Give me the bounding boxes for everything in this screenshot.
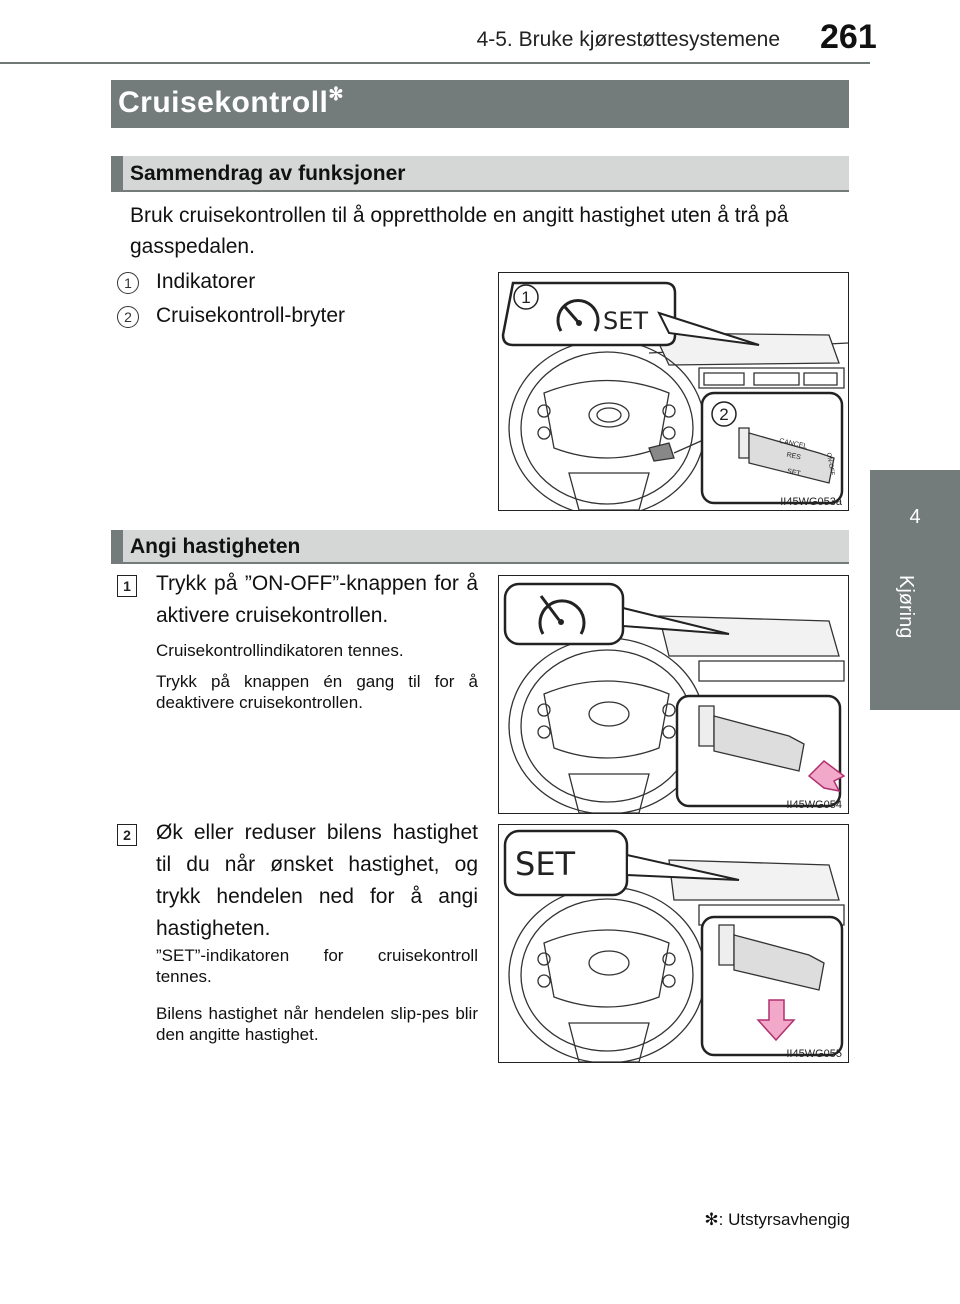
section-heading-set-speed: Angi hastigheten (130, 535, 301, 558)
step-number-badge: 2 (117, 824, 137, 846)
figure-code: II45WG054 (786, 799, 842, 811)
summary-intro: Bruk cruisekontrollen til å opprettholde en angitt hastighet uten å trå på gasspedalen. (130, 204, 789, 258)
figure-set-indicator: SET (515, 845, 576, 883)
page-number: 261 (820, 18, 877, 56)
step-note: ”SET”-indikatoren for cruisekontroll tennes. (156, 946, 478, 986)
chapter-tab-label-box (894, 575, 934, 685)
figure-code: II45WG053a (780, 496, 842, 508)
running-header-section: 4-5. Bruke kjørestøttesystemene (476, 28, 780, 51)
step-text: Trykk på ”ON-OFF”-knappen for å aktivere cruisekontrollen. (156, 572, 478, 627)
item-number-badge: 2 (117, 306, 139, 328)
step-note: Bilens hastighet når hendelen slip-pes blir den angitte hastighet. (156, 1004, 478, 1044)
lever-cancel-label: CANCEL (778, 437, 808, 451)
item-number-badge: 1 (117, 272, 139, 294)
lever-res-label: RES (785, 451, 802, 462)
item-label: Cruisekontroll-bryter (156, 304, 346, 327)
figure-step-1-illustration (499, 576, 848, 813)
lever-onoff-label: ON-OFF (825, 452, 835, 476)
step-note: Cruisekontrollindikatoren tennes. (156, 641, 404, 660)
footnote-text: : Utstyrsavhengig (718, 1210, 850, 1229)
figure-code: II45WG055 (786, 1048, 842, 1060)
figure-callout-number: 1 (521, 288, 531, 307)
section-heading-rule (111, 190, 849, 192)
section-heading-rule (111, 562, 849, 564)
figure-summary-illustration (499, 273, 848, 510)
chapter-tab-label: Kjøring (895, 575, 917, 639)
figure-step-2 (498, 824, 849, 1063)
section-heading-summary: Sammendrag av funksjoner (130, 162, 406, 185)
footnote-marker: ✻ (704, 1210, 719, 1229)
lever-set-label: SET (786, 468, 802, 478)
chapter-tab-number: 4 (909, 506, 921, 528)
header-rule (0, 62, 870, 64)
page-title-text: Cruisekontroll (118, 86, 329, 119)
page-title (118, 86, 344, 120)
figure-set-indicator: SET (603, 307, 649, 335)
figure-step-2-illustration (499, 825, 848, 1062)
step-note: Trykk på knappen én gang til for å deaktivere cruisekontrollen. (156, 672, 478, 712)
item-label: Indikatorer (156, 270, 256, 293)
equipment-marker: ✻ (328, 84, 344, 104)
footnote (640, 1210, 850, 1230)
figure-callout-number: 2 (719, 405, 729, 424)
figure-summary (498, 272, 849, 511)
step-number-badge: 1 (117, 575, 137, 597)
figure-step-1 (498, 575, 849, 814)
step-text: Øk eller reduser bilens hastighet til du når ønsket hastighet, og trykk hendelen ned for å angi hastigheten. (156, 821, 478, 940)
